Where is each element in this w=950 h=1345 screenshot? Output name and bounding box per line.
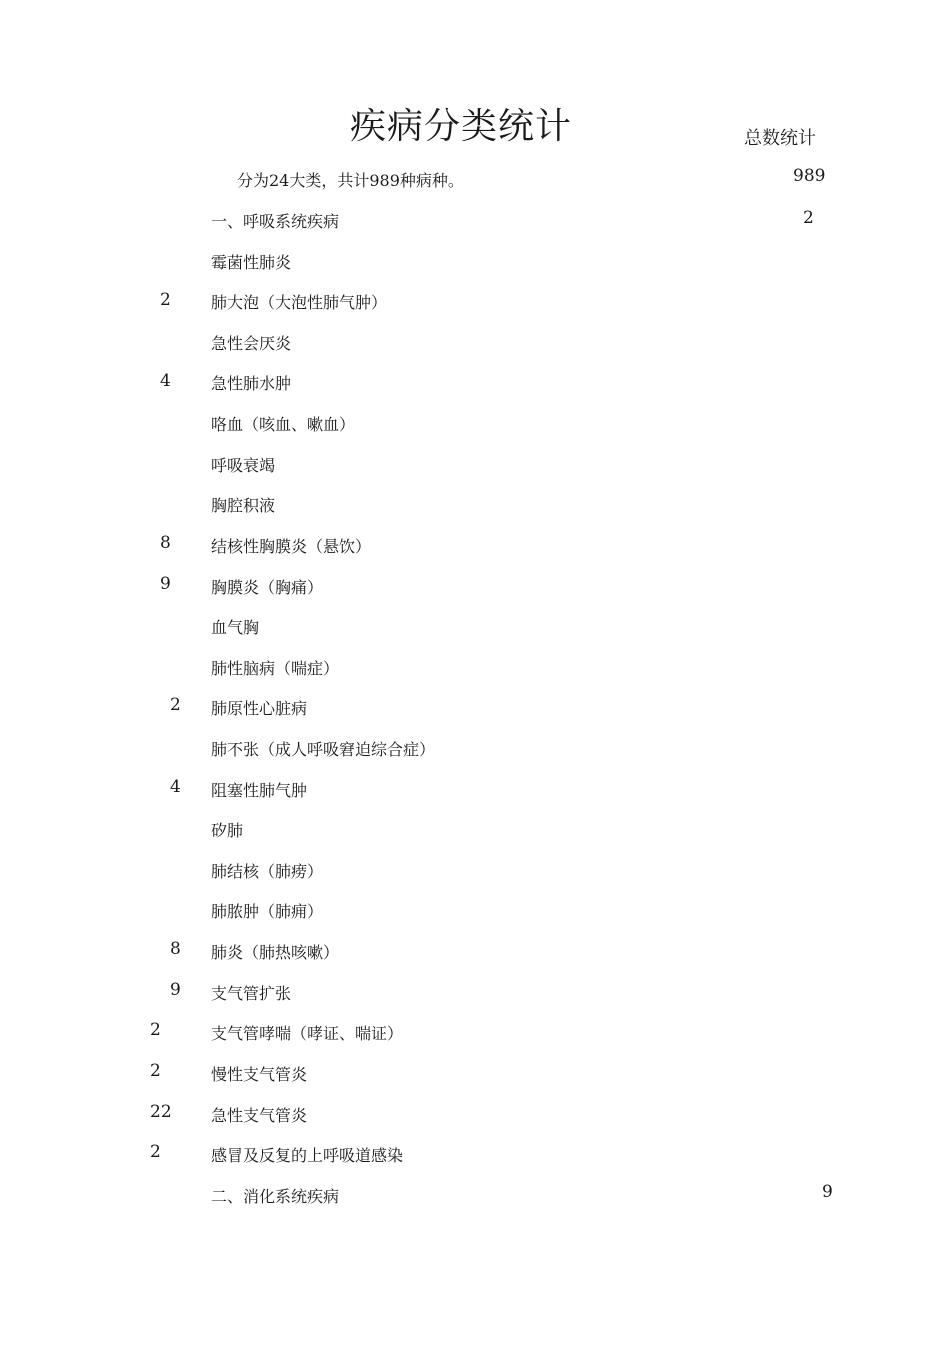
summary-text: 分为24大类，共计989种病种。 — [237, 171, 464, 190]
disease-item: 感冒及反复的上呼吸道感染 — [211, 1146, 404, 1165]
disease-item: 支气管哮喘（哮证、喘证） — [211, 1024, 404, 1043]
category-value-digestive: 9 — [822, 1182, 833, 1202]
disease-item: 霉菌性肺炎 — [211, 253, 292, 272]
item-count: 8 — [170, 939, 181, 959]
item-count: 2 — [150, 1061, 161, 1081]
category-value-respiratory: 2 — [803, 208, 814, 228]
disease-item: 胸腔积液 — [211, 496, 276, 515]
item-count: 2 — [150, 1142, 161, 1162]
summary-value: 989 — [793, 166, 826, 186]
disease-item: 咯血（咳血、嗽血） — [211, 415, 356, 434]
disease-item: 肺脓肿（肺痈） — [211, 902, 324, 921]
disease-item: 急性支气管炎 — [211, 1106, 308, 1125]
item-count: 8 — [160, 533, 171, 553]
disease-item: 肺原性心脏病 — [211, 699, 308, 718]
disease-item: 急性会厌炎 — [211, 334, 292, 353]
disease-item: 肺炎（肺热咳嗽） — [211, 943, 340, 962]
disease-item: 支气管扩张 — [211, 984, 292, 1003]
disease-item: 结核性胸膜炎（悬饮） — [211, 537, 372, 556]
disease-item: 呼吸衰竭 — [211, 456, 276, 475]
disease-item: 血气胸 — [211, 618, 260, 637]
disease-item: 慢性支气管炎 — [211, 1065, 308, 1084]
disease-item: 矽肺 — [211, 821, 244, 840]
item-count: 4 — [170, 777, 181, 797]
item-count: 9 — [160, 574, 171, 594]
total-count-label: 总数统计 — [744, 128, 816, 149]
page-title: 疾病分类统计 — [350, 106, 573, 147]
item-count: 2 — [170, 695, 181, 715]
category-heading-digestive: 二、消化系统疾病 — [211, 1187, 340, 1206]
disease-item: 胸膜炎（胸痛） — [211, 578, 324, 597]
disease-item: 急性肺水肿 — [211, 374, 292, 393]
item-count: 4 — [160, 371, 171, 391]
disease-item: 阻塞性肺气肿 — [211, 781, 308, 800]
disease-item: 肺大泡（大泡性肺气肿） — [211, 293, 388, 312]
item-count: 9 — [170, 980, 181, 1000]
disease-item: 肺结核（肺痨） — [211, 862, 324, 881]
item-count: 22 — [150, 1102, 172, 1122]
item-count: 2 — [160, 290, 171, 310]
item-count: 2 — [150, 1020, 161, 1040]
disease-item: 肺不张（成人呼吸窘迫综合症） — [211, 740, 436, 759]
disease-item: 肺性脑病（喘症） — [211, 659, 340, 678]
category-heading-respiratory: 一、呼吸系统疾病 — [211, 212, 340, 231]
